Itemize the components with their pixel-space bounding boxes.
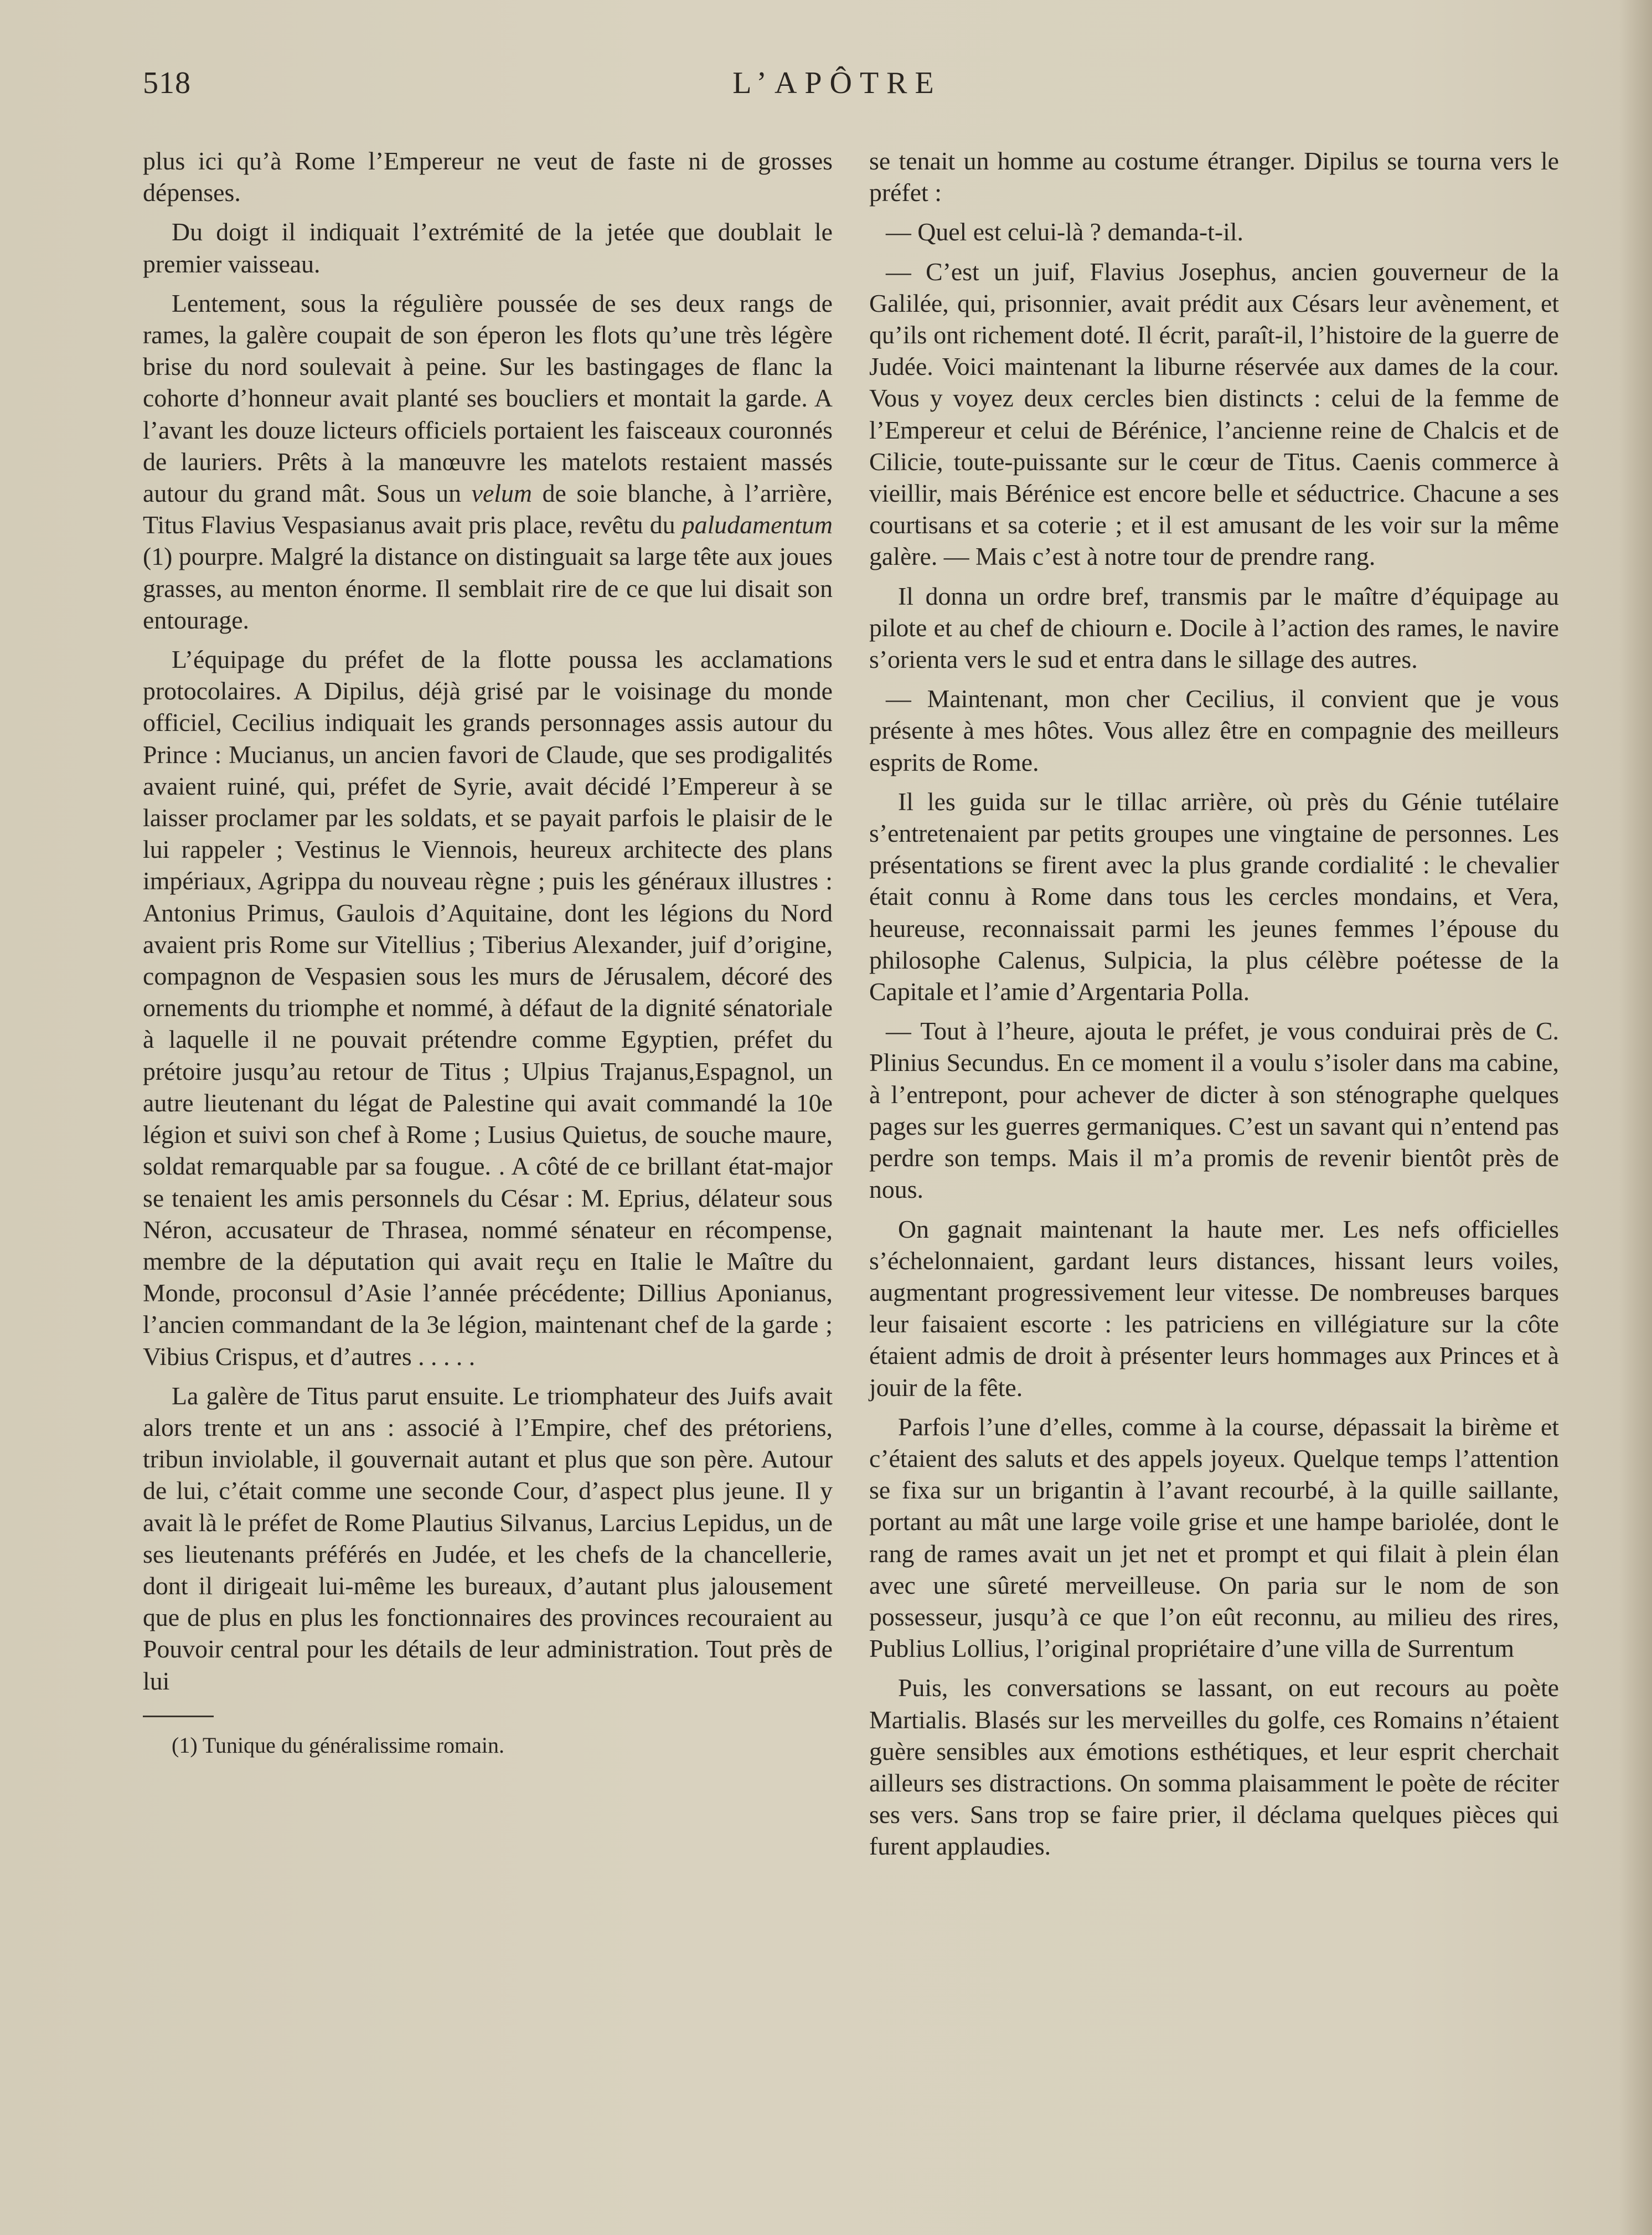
paragraph: La galère de Titus parut ensuite. Le triomphateur des Juifs avait alors trente et un ans : associé à l’Empire, chef des prétoriens, tribun inviolable, il gouvernait autant et plus que son père. Autour de lui, c’était comme une seconde Cour, d’aspect plus jeune. Il y avait là le préfet de Rome Plautius Silvanus, Larcius Lepidus, un de ses lieutenants préférés en Judée, et les chefs de la chancellerie, dont il dirigeait lui-même les bureaux, d’autant plus jalousement que de plus en plus les fonctionnaires des provinces recouraient au Pouvoir central pour les détails de leur administration. Tout près de lui [143, 1381, 833, 1695]
dialogue-paragraph: — C’est un juif, Flavius Josephus, ancien gouverneur de la Galilée, qui, prisonnier, avait prédit aux Césars leur avènement, et qu’ils ont richement doté. Il écrit, paraît-il, l’histoire de la guerre de Judée. Voici maintenant la liburne réservée aux dames de la cour. Vous y voyez deux cercles bien distincts : celui de la femme de l’Empereur et celui de Bérénice, l’ancienne reine de Chalcis et de Cilicie, toute-puissante sur le cœur de Titus. Caenis commerce à vieillir, mais Bérénice est encore belle et séductrice. Chacune a ses courtisans et sa coterie ; et il est amusant de les voir sur la même galère. — Mais c’est à notre tour de prendre rang. [869, 257, 1559, 571]
paragraph: Du doigt il indiquait l’extrémité de la jetée que doublait le premier vaisseau. [143, 218, 833, 278]
paragraph [143, 287, 833, 636]
text-run: (1) pourpre. Malgré la distance on distinguait sa large tête aux joues grasses, au menton énorme. Il semblait rire de ce que lui disait son entourage. [143, 542, 833, 634]
paragraph: Il donna un ordre bref, transmis par le maître d’équipage au pilote et au chef de chiourn e. Docile à l’action des rames, le navire s’orienta vers le sud et entra dans le sillage des autres. [869, 581, 1559, 674]
text-run: de soie blanche, à l’arrière, Titus Flavius Vespasianus avait pris place, revêtu du [143, 479, 833, 539]
dialogue-paragraph: — Quel est celui-là ? demanda-t-il. [886, 218, 1243, 246]
italic-term: velum [471, 479, 532, 508]
footnote: (1) Tunique du généralissime romain. [172, 1732, 505, 1758]
page-edge-shadow [1619, 0, 1652, 2235]
running-title: L’APÔTRE [732, 66, 942, 100]
dialogue-paragraph: — Tout à l’heure, ajouta le préfet, je vous conduirai près de C. Plinius Secundus. En ce moment il a voulu s’isoler dans ma cabine, à l’entrepont, pour achever de dicter à son sténographe quelques pages sur les guerres germaniques. C’est un savant qui n’entend pas perdre son temps. Mais il m’a promis de revenir bientôt près de nous. [869, 1017, 1559, 1204]
paragraph: On gagnait maintenant la haute mer. Les nefs officielles s’échelonnaient, gardant leurs distances, hissant leurs voiles, augmentant progressivement leur vitesse. De nombreuses barques leur faisaient escorte : les patriciens en villégiature sur la côte étaient admis de droit à présenter leurs hommages aux Princes et à jouir de la fête. [869, 1214, 1559, 1402]
footnote-rule [143, 1716, 214, 1717]
paragraph: Il les guida sur le tillac arrière, où près du Génie tutélaire s’entretenaient par petits groupes une vingtaine de personnes. Les présentations se firent avec la plus grande cordialité : le chevalier était connu à Rome dans tous les cercles mondains, et Vera, heureuse, reconnaissait parmi les jeunes femmes l’épouse du philosophe Calenus, Sulpicia, la plus célèbre poétesse de la Capitale et l’amie d’Argentaria Polla. [869, 787, 1559, 1006]
italic-term: paludamentum [682, 511, 833, 539]
text-run: Lentement, sous la régulière poussée de ses deux rangs de rames, la galère coupait de son éperon les flots qu’une très légère brise du nord soulevait à peine. Sur les bastingages de flanc la cohorte d’honneur avait planté ses boucliers et montait la garde. A l’avant les douze licteurs officiels portaient les faisceaux couronnés de lauriers. Prêts à la manœuvre les matelots restaient massés autour du grand mât. Sous un [143, 289, 833, 508]
paragraph: plus ici qu’à Rome l’Empereur ne veut de faste ni de grosses dépenses. [143, 147, 833, 207]
paragraph: Parfois l’une d’elles, comme à la course, dépassait la birème et c’étaient des saluts et des appels joyeux. Quelque temps l’attention se fixa sur un brigantin à l’avant recourbé, à la quille saillante, portant au mât une large voile grise et une hampe bariolée, dont le rang de rames avait un jet net et prompt et qui filait à plein élan avec une sûreté merveilleuse. On paria sur le nom de son possesseur, jusqu’à ce que l’on eût reconnu, au milieu des rires, Publius Lollius, l’original propriétaire d’une villa de Surrentum [869, 1412, 1559, 1663]
page-header [143, 65, 1531, 115]
page-number: 518 [143, 66, 191, 100]
left-column [143, 145, 833, 1767]
paragraph: se tenait un homme au costume étranger. Dipilus se tourna vers le préfet : [869, 147, 1559, 207]
dialogue-paragraph: — Maintenant, mon cher Cecilius, il convient que je vous présente à mes hôtes. Vous allez être en compagnie des meilleurs esprits de Rome. [869, 684, 1559, 776]
paragraph: L’équipage du préfet de la flotte poussa les acclamations protocolaires. A Dipilus, déjà grisé par le voisinage du monde officiel, Cecilius indiquait les grands personnages assis autour du Prince : Mucianus, un ancien favori de Claude, que ses prodigalités avaient ruiné, qui, préfet de Syrie, avait décidé l’Empereur à se laisser proclamer par les soldats, et se payait parfois le plaisir de le lui rappeler ; Vestinus le Viennois, heureux architecte des plans impériaux, Agrippa du nouveau règne ; puis les généraux illustres : Antonius Primus, Gaulois d’Aquitaine, dont les légions du Nord avaient pris Rome sur Vitellius ; Tiberius Alexander, juif d’origine, compagnon de Vespasien sous les murs de Jérusalem, décoré des ornements du triomphe et nommé, à défaut de la dignité sénatoriale à laquelle il ne pouvait prétendre comme Egyptien, préfet du prétoire jusqu’au retour de Titus ; Ulpius Trajanus,Espagnol, un autre lieutenant du légat de Palestine qui avait commandé la 10e légion et suivi son chef à Rome ; Lusius Quietus, de souche maure, soldat remarquable par sa fougue. . A côté de ce brillant état-major se tenaient les amis personnels du César : M. Eprius, délateur sous Néron, accusateur de Thrasea, nommé sénateur en récompense, membre de la députation qui avait reçu en Italie le Maître du Monde, proconsul d’Asie l’année précédente; Dillius Aponianus, l’ancien commandant de la 3e légion, maintenant chef de la garde ; Vibius Crispus, et d’autres . . . . . [143, 645, 833, 1371]
paragraph: Puis, les conversations se lassant, on eut recours au poète Martialis. Blasés sur les merveilles du golfe, ces Romains n’étaient guère sensibles aux émotions esthétiques, et leur esprit cherchait ailleurs ses distractions. On somma plaisamment le poète de réciter ses vers. Sans trop se faire prier, il déclama quelques pièces qui furent applaudies. [869, 1673, 1559, 1861]
right-column [869, 145, 1559, 1870]
